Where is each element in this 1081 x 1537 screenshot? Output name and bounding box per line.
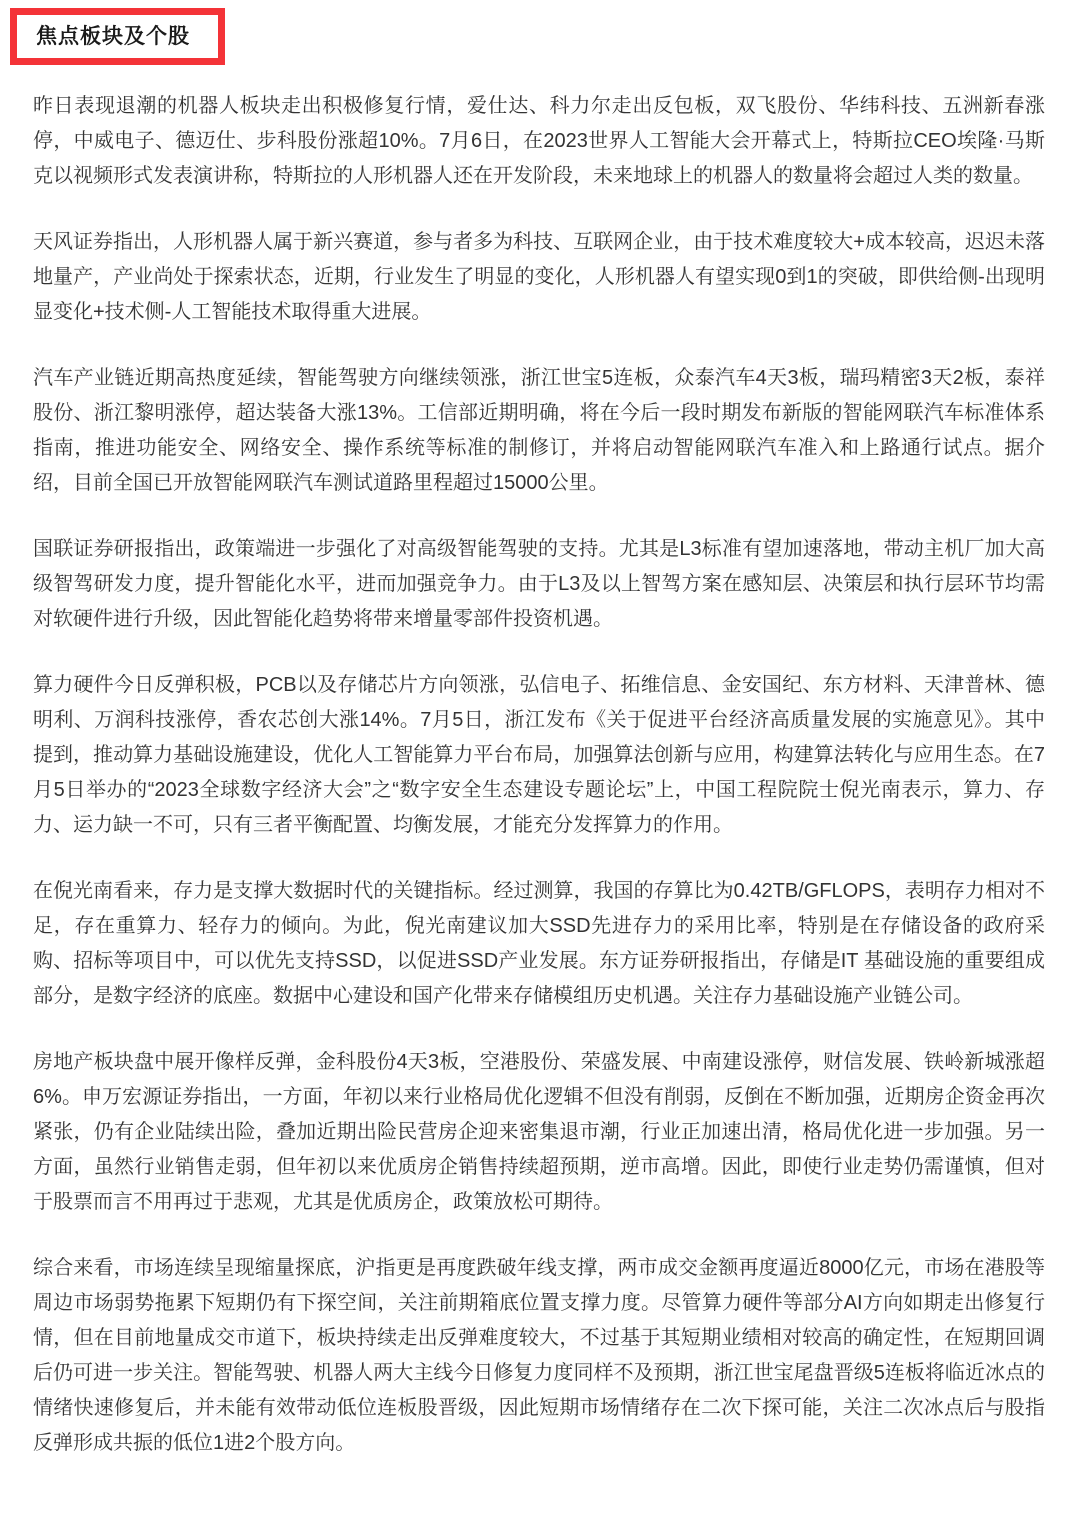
paragraph-tianfeng-securities: 天风证券指出，人形机器人属于新兴赛道，参与者多为科技、互联网企业，由于技术难度较大+成本较高，迟迟未落地量产，产业尚处于探索状态，近期，行业发生了明显的变化，人形机器人有望实现0到1的突破，即供给侧-出现明显变化+技术侧-人工智能技术取得重大进展。 <box>33 231 1045 323</box>
paragraph-market-summary: 综合来看，市场连续呈现缩量探底，沪指更是再度跌破年线支撑，两市成交金额再度逼近8000亿元，市场在港股等周边市场弱势拖累下短期仍有下探空间，关注前期箱底位置支撑力度。尽管算力硬件等部分AI方向如期走出修复行情，但在目前地量成交市道下，板块持续走出反弹难度较大，不过基于其短期业绩相对较高的确定性，在短期回调后仍可进一步关注。智能驾驶、机器人两大主线今日修复力度同样不及预期，浙江世宝尾盘晋级5连板将临近冰点的情绪快速修复后，并未能有效带动低位连板股晋级，因此短期市场情绪存在二次下探可能，关注二次冰点后与股指反弹形成共振的低位1进2个股方向。 <box>33 1257 1045 1454</box>
section-title-box <box>10 8 225 65</box>
paragraph-guolian-securities: 国联证券研报指出，政策端进一步强化了对高级智能驾驶的支持。尤其是L3标准有望加速落地，带动主机厂加大高级智驾研发力度，提升智能化水平，进而加强竞争力。由于L3及以上智驾方案在感知层、决策层和执行层环节均需对软硬件进行升级，因此智能化趋势将带来增量零部件投资机遇。 <box>33 538 1045 630</box>
paragraph-storage-ni-guangnan: 在倪光南看来，存力是支撑大数据时代的关键指标。经过测算，我国的存算比为0.42TB/GFLOPS，表明存力相对不足，存在重算力、轻存力的倾向。为此，倪光南建议加大SSD先进存力的采用比率，特别是在存储设备的政府采购、招标等项目中，可以优先支持SSD，以促进SSD产业发展。东方证券研报指出，存储是IT 基础设施的重要组成部分，是数字经济的底座。数据中心建设和国产化带来存储模组历史机遇。关注存力基础设施产业链公司。 <box>33 880 1045 1007</box>
section-title: 焦点板块及个股 <box>36 25 190 48</box>
paragraph-robot-sector: 昨日表现退潮的机器人板块走出积极修复行情，爱仕达、科力尔走出反包板，双飞股份、华纬科技、五洲新春涨停，中威电子、德迈仕、步科股份涨超10%。7月6日，在2023世界人工智能大会开幕式上，特斯拉CEO埃隆·马斯克以视频形式发表演讲称，特斯拉的人形机器人还在开发阶段，未来地球上的机器人的数量将会超过人类的数量。 <box>33 95 1045 187</box>
paragraph-computing-hardware: 算力硬件今日反弹积极，PCB以及存储芯片方向领涨，弘信电子、拓维信息、金安国纪、东方材料、天津普林、德明利、万润科技涨停，香农芯创大涨14%。7月5日，浙江发布《关于促进平台经济高质量发展的实施意见》。其中提到，推动算力基础设施建设，优化人工智能算力平台布局，加强算法创新与应用，构建算法转化与应用生态。在7月5日举办的“2023全球数字经济大会”之“数字安全生态建设专题论坛”上，中国工程院院士倪光南表示，算力、存力、运力缺一不可，只有三者平衡配置、均衡发展，才能充分发挥算力的作用。 <box>33 674 1045 836</box>
article-body <box>33 89 1045 1461</box>
paragraph-auto-industry-chain: 汽车产业链近期高热度延续，智能驾驶方向继续领涨，浙江世宝5连板，众泰汽车4天3板，瑞玛精密3天2板，泰祥股份、浙江黎明涨停，超达装备大涨13%。工信部近期明确，将在今后一段时期发布新版的智能网联汽车标准体系指南，推进功能安全、网络安全、操作系统等标准的制修订，并将启动智能网联汽车准入和上路通行试点。据介绍，目前全国已开放智能网联汽车测试道路里程超过15000公里。 <box>33 367 1045 494</box>
paragraph-real-estate: 房地产板块盘中展开像样反弹，金科股份4天3板，空港股份、荣盛发展、中南建设涨停，财信发展、铁岭新城涨超6%。申万宏源证券指出，一方面，年初以来行业格局优化逻辑不但没有削弱，反倒在不断加强，近期房企资金再次紧张，仍有企业陆续出险，叠加近期出险民营房企迎来密集退市潮，行业正加速出清，格局优化进一步加强。另一方面，虽然行业销售走弱，但年初以来优质房企销售持续超预期，逆市高增。因此，即使行业走势仍需谨慎，但对于股票而言不用再过于悲观，尤其是优质房企，政策放松可期待。 <box>33 1051 1045 1213</box>
